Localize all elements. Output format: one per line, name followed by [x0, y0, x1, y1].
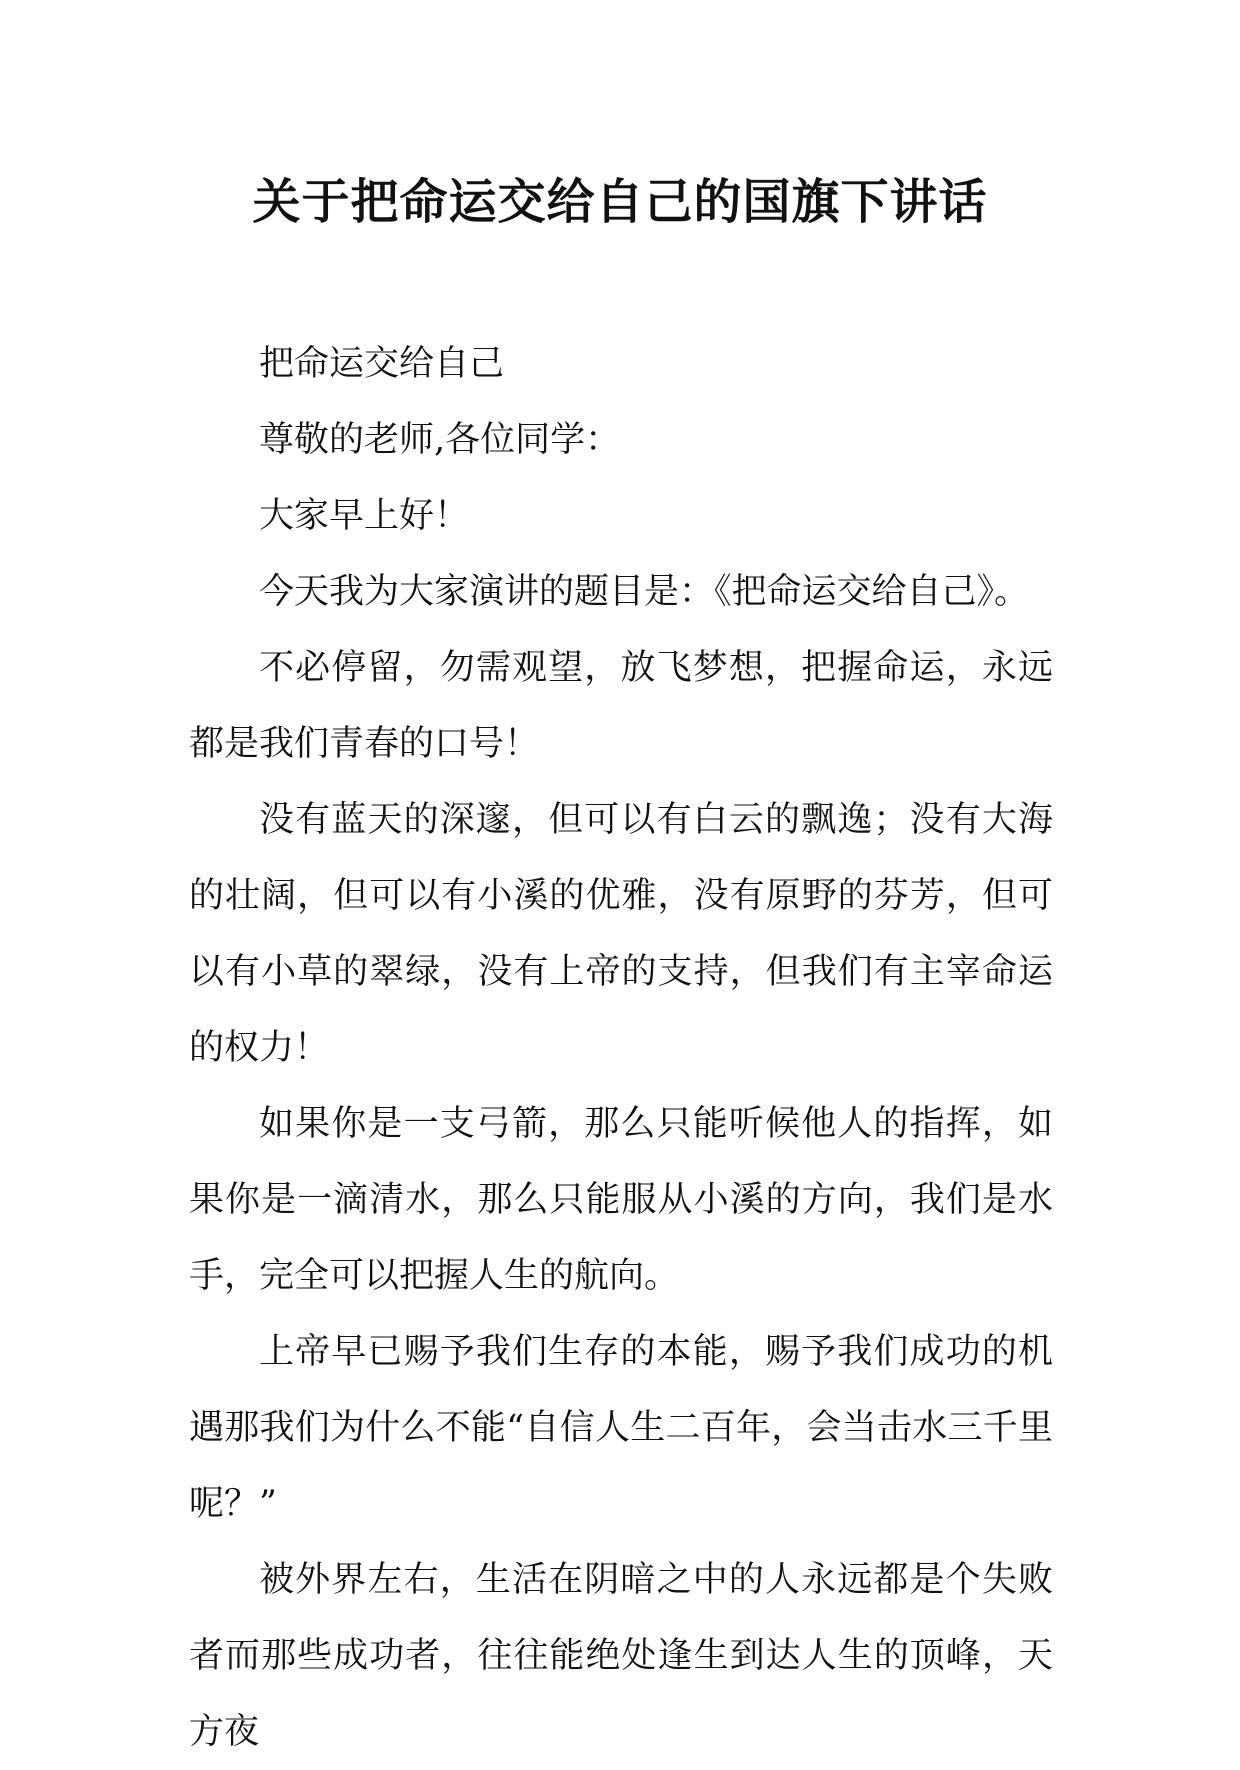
paragraph: 不必停留，勿需观望，放飞梦想，把握命运，永远都是我们青春的口号！: [189, 648, 1053, 764]
paragraph: 如果你是一支弓箭，那么只能听候他人的指挥，如果你是一滴清水，那么只能服从小溪的方向，我们是水手，完全可以把握人生的航向。: [189, 1104, 1053, 1296]
paragraph: 上帝早已赐予我们生存的本能，赐予我们成功的机遇那我们为什么不能“自信人生二百年，会当击水三千里呢？”: [189, 1332, 1053, 1524]
paragraph-salutation: 尊敬的老师,各位同学：: [259, 420, 621, 460]
document-body: [189, 326, 1053, 1770]
paragraph-greeting: 大家早上好！: [259, 496, 470, 536]
document-title: 关于把命运交给自己的国旗下讲话: [252, 174, 988, 230]
paragraph: 被外界左右，生活在阴暗之中的人永远都是个失败者而那些成功者，往往能绝处逢生到达人生的顶峰，天方夜: [189, 1560, 1053, 1752]
paragraph-topic: 今天我为大家演讲的题目是：《把命运交给自己》。: [259, 572, 1030, 612]
paragraph-heading: 把命运交给自己: [259, 344, 505, 384]
paragraph: 没有蓝天的深邃，但可以有白云的飘逸；没有大海的壮阔，但可以有小溪的优雅，没有原野的芬芳，但可以有小草的翠绿，没有上帝的支持，但我们有主宰命运的权力！: [189, 800, 1053, 1068]
